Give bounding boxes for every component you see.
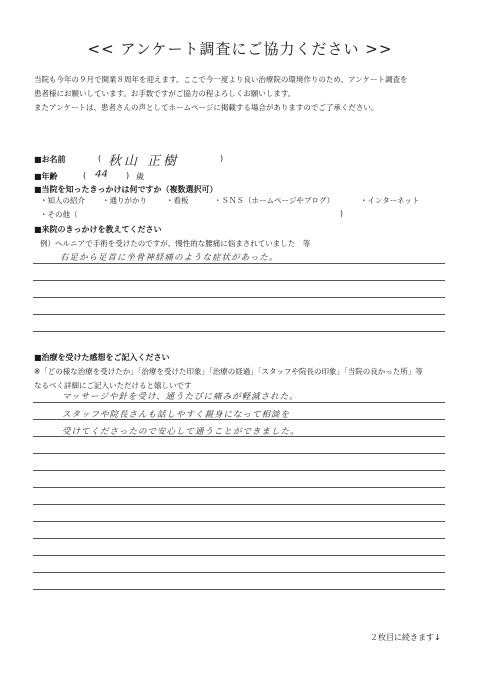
intro-line: 患者様にお願いしています。お手数ですがご協力の程よろしくお願いします。 (34, 89, 296, 98)
answer-line (33, 504, 445, 505)
answer-line (33, 521, 445, 522)
name-paren-close: ) (220, 154, 224, 163)
option-internet[interactable]: ・インターネット (360, 196, 420, 205)
page-title: << アンケート調査にご協力ください >> (87, 40, 393, 58)
option-other[interactable]: ・その他（ (40, 210, 78, 219)
impression-note: なるべく詳細にご記入いただけると嬉しいです (34, 381, 192, 390)
answer-line (33, 572, 445, 573)
age-label: ■年齢 (34, 172, 58, 181)
age-paren-close: ) (126, 171, 130, 180)
continued-note: ２枚目に続きます↓ (370, 633, 441, 642)
answer-line (33, 538, 445, 539)
impression-answer-line[interactable]: 受けてくださったので安心して通うことができました。 (62, 427, 300, 437)
answer-line (33, 297, 445, 298)
answer-line (33, 589, 445, 590)
reason-answer[interactable]: 右足から足首に坐骨神経痛のような症状があった。 (60, 253, 279, 263)
option-referral[interactable]: ・知人の紹介 (40, 196, 85, 205)
source-label: ■当院を知ったきっかけは何ですか（複数選択可） (34, 185, 218, 194)
intro-line: 当院も今年の９月で開業８周年を迎えます。ここで今一度より良い治療院の環境作りのため、アンケート調査を (34, 75, 408, 84)
intro-text (34, 73, 464, 115)
reason-label: ■来院のきっかけを教えてください (34, 225, 162, 234)
answer-line (33, 436, 445, 437)
answer-line (33, 470, 445, 471)
reason-example: 例）ヘルニアで手術を受けたのですが、慢性的な腰痛に悩まされていました 等 (40, 239, 311, 248)
age-unit: 歳 (136, 172, 144, 181)
answer-line (33, 280, 445, 281)
answer-line (33, 453, 445, 454)
age-value[interactable]: 44 (95, 169, 108, 180)
answer-line (33, 487, 445, 488)
age-paren-open: ( (83, 171, 87, 180)
name-paren-open: ( (98, 154, 102, 163)
intro-line: またアンケートは、患者さんの声としてホームページに掲載する場合がありますのでご了承ください。 (34, 103, 379, 112)
answer-line (33, 419, 445, 420)
answer-line (33, 402, 445, 403)
answer-line (33, 555, 445, 556)
name-label: ■お名前 (34, 155, 66, 164)
answer-line (33, 263, 445, 264)
name-value[interactable]: 秋山 正樹 (108, 154, 180, 169)
option-signboard[interactable]: ・看板 (166, 196, 189, 205)
option-other-close: ) (340, 209, 343, 218)
answer-line (33, 331, 445, 332)
impression-answer-line[interactable]: スタッフや院長さんも話しやすく親身になって相談を (62, 410, 291, 420)
impression-answer-line[interactable]: マッサージや針を受け、通うたびに痛みが軽減された。 (62, 392, 299, 402)
answer-line (33, 314, 445, 315)
impression-note: ※「どの様な治療を受けたか」「治療を受けた印象」「治療の経過」「スタッフや院長の印象」「当院の良かった所」等 (34, 367, 423, 376)
impression-label: ■治療を受けた感想をご記入ください (34, 353, 170, 362)
option-sns[interactable]: ・ＳＮＳ（ホームページやブログ） (214, 196, 335, 205)
option-passing-by[interactable]: ・通りがかり (102, 196, 147, 205)
